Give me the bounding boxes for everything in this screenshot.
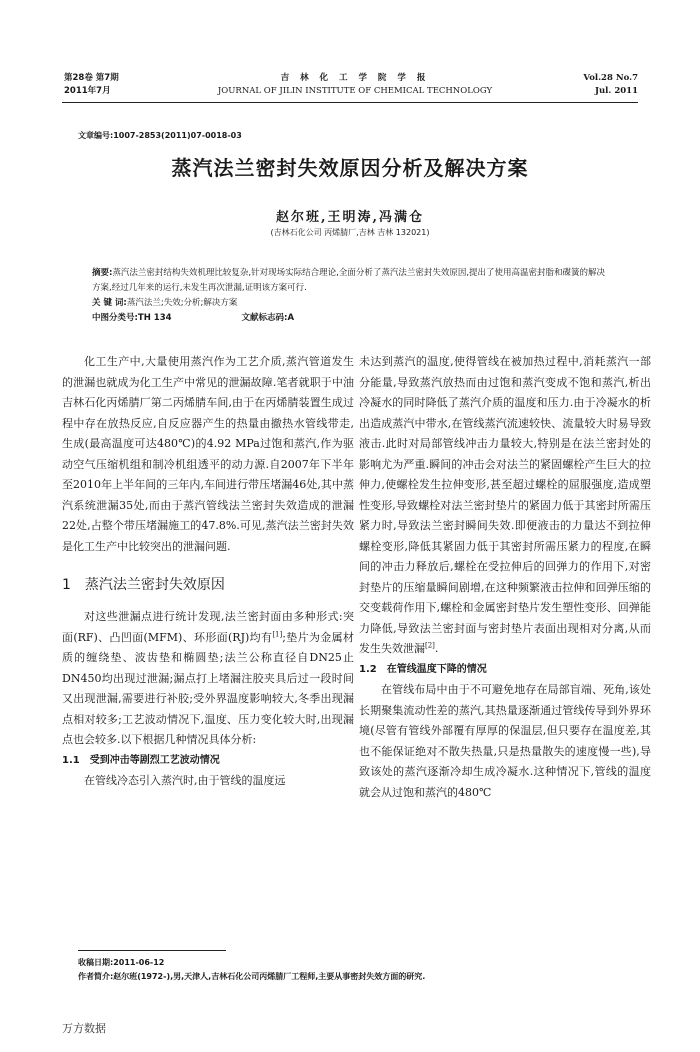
body-column-right bbox=[359, 352, 651, 803]
article-number: 文章编号:1007-2853(2011)07-0018-03 bbox=[78, 131, 242, 140]
journal-issue-info bbox=[64, 72, 119, 98]
section-1-1-paragraph: 在管线冷态引入蒸汽时,由于管线的温度远 bbox=[84, 774, 286, 787]
header-rule bbox=[62, 102, 638, 103]
citation-2: [2] bbox=[425, 641, 435, 650]
received-date: 收稿日期:2011-06-12 bbox=[78, 958, 165, 967]
journal-name-en: JOURNAL OF JILIN INSTITUTE OF CHEMICAL TECHNOLOGY bbox=[217, 86, 493, 96]
section-1-2-number: 1.2 bbox=[359, 663, 377, 675]
keywords bbox=[92, 296, 612, 311]
watermark: 万方数据 bbox=[62, 1022, 106, 1035]
body-column-left bbox=[62, 352, 354, 792]
section-1-2-paragraph: 在管线布局中由于不可避免地存在局部盲端、死角,该处长期聚集流动性差的蒸汽,其热量逐渐通过管线传导到外界环境(尽管有管线外部覆有厚厚的保温层,但只要存在温度差,其也不能保证绝对不散失热量,只是热量散失的速度慢一些),导致该处的蒸汽逐渐冷却生成冷凝水.这种情况下,管线的温度就会从过饱和蒸汽的480℃ bbox=[359, 683, 651, 799]
citation-1: [1] bbox=[272, 629, 283, 638]
issue-date: 2011年7月 bbox=[64, 86, 111, 96]
abstract-block bbox=[92, 266, 612, 326]
journal-name-cn: 吉 林 化 工 学 院 学 报 bbox=[280, 73, 430, 83]
section-1-number: 1 bbox=[62, 577, 71, 593]
journal-name bbox=[190, 72, 520, 98]
section-1-1-heading bbox=[62, 751, 354, 772]
doc-code-label: 文献标志码: bbox=[241, 313, 288, 323]
keywords-label: 关 键 词: bbox=[92, 298, 127, 308]
section-1-2-heading bbox=[359, 660, 651, 681]
keywords-text: 蒸汽法兰;失效;分析;解决方案 bbox=[126, 298, 238, 308]
classification bbox=[92, 311, 612, 326]
footnotes bbox=[78, 956, 425, 984]
volume-issue: 第28卷 第7期 bbox=[64, 73, 119, 83]
author-bio: 作者简介:赵尔班(1972-),男,天津人,吉林石化公司丙烯腈厂工程师,主要从事密封失效方面的研究. bbox=[78, 972, 426, 981]
intro-paragraph: 化工生产中,大量使用蒸汽作为工艺介质,蒸汽管道发生的泄漏也就成为化工生产中常见的泄漏故障.笔者就职于中油吉林石化丙烯腈厂第二丙烯腈车间,由于在丙烯腈装置生成过程中存在放热反应,自反应器产生的热量由撤热水管线带走,生成(最高温度可达480℃)的4.92 MPa过饱和蒸汽,作为驱动空气压缩机组和制冷机组透平的动力源.自2007年下半年至2010年上半年间的三年内,车间进行带压堵漏46处,其中蒸汽系统泄漏35处,而由于蒸汽管线法兰密封失效造成的泄漏22处,占整个带压堵漏施工的47.8%.可见,蒸汽法兰密封失效是化工生产中比较突出的泄漏问题. bbox=[62, 355, 354, 553]
clc-group bbox=[92, 313, 172, 323]
abstract-text: 蒸汽法兰密封结构失效机理比较复杂,针对现场实际结合理论,全面分析了蒸汽法兰密封失效原因,提出了使用高温密封脂和碟簧的解决方案,经过几年来的运行,未发生再次泄漏,证明该方案可行. bbox=[92, 268, 606, 293]
clc-value: TH 134 bbox=[137, 313, 172, 323]
vol-no: Vol.28 No.7 bbox=[583, 73, 638, 83]
footnote-rule bbox=[78, 950, 226, 951]
affiliation: (吉林石化公司 丙烯腈厂,吉林 吉林 132021) bbox=[270, 228, 430, 237]
section-1-title: 蒸汽法兰密封失效原因 bbox=[84, 577, 225, 593]
section-1-paragraph bbox=[62, 607, 354, 751]
paper-title: 蒸汽法兰密封失效原因分析及解决方案 bbox=[171, 156, 529, 180]
section-1-heading bbox=[62, 575, 354, 595]
section-1-1-number: 1.1 bbox=[62, 754, 80, 766]
section-1-text-b: ;垫片为金属材质的缠绕垫、波齿垫和椭圆垫;法兰公称直径自DN25止DN450均出现过泄漏;漏点打上堵漏注胶夹具后过一段时间又出现泄漏,需要进行补胶;受外界温度影响较大,冬季出现漏点相对较多;工艺波动情况下,温度、压力变化较大时,出现漏点也会较多.以下根据几种情况具体分析: bbox=[62, 630, 354, 746]
doc-code-value: A bbox=[287, 313, 295, 323]
abstract-label: 摘要: bbox=[92, 268, 113, 278]
authors: 赵尔班,王明涛,冯满仓 bbox=[275, 210, 425, 225]
continued-text: 未达到蒸汽的温度,使得管线在被加热过程中,消耗蒸汽一部分能量,导致蒸汽放热而由过饱和蒸汽变成不饱和蒸汽,析出冷凝水的同时降低了蒸汽介质的温度和压力.由于冷凝水的析出造成蒸汽中带水,在管线蒸汽流速较快、流量较大时易导致液击.此时对局部管线冲击力量较大,特别是在法兰密封处的影响尤为严重.瞬间的冲击会对法兰的紧固螺栓产生巨大的拉伸力,使螺栓发生拉伸变形,甚至超过螺栓的屈服强度,造成塑性变形,导致螺栓对法兰密封垫片的紧固力低于其密封所需压紧力时,导致法兰密封瞬间失效.即便液击的力量达不到拉伸螺栓变形,降低其紧固力低于其密封所需压紧力的程度,在瞬间的冲击力释放后,螺栓在受拉伸后的回弹力的作用下,对密封垫片的压缩量瞬间剧增,在这种频繁液击拉伸和回弹压缩的交变载荷作用下,螺栓和金属密封垫片发生塑性变形、回弹能力降低,导致法兰密封面与密封垫片表面出现相对分离,从而发生失效泄漏 bbox=[359, 355, 651, 655]
continued-paragraph bbox=[359, 352, 651, 660]
section-1-2-title: 在管线温度下降的情况 bbox=[386, 663, 487, 675]
abstract bbox=[92, 266, 612, 296]
clc-label: 中图分类号: bbox=[92, 313, 138, 323]
vol-date: Jul. 2011 bbox=[594, 86, 638, 96]
section-1-text-a: 对这些泄漏点进行统计发现,法兰密封面由多种形式:突面(RF)、凸凹面(MFM)、环形面(RJ)均有 bbox=[62, 610, 354, 644]
journal-vol-info bbox=[583, 72, 638, 98]
continued-text-end: . bbox=[434, 642, 439, 655]
section-1-1-title: 受到冲击等剧烈工艺波动情况 bbox=[89, 754, 220, 766]
